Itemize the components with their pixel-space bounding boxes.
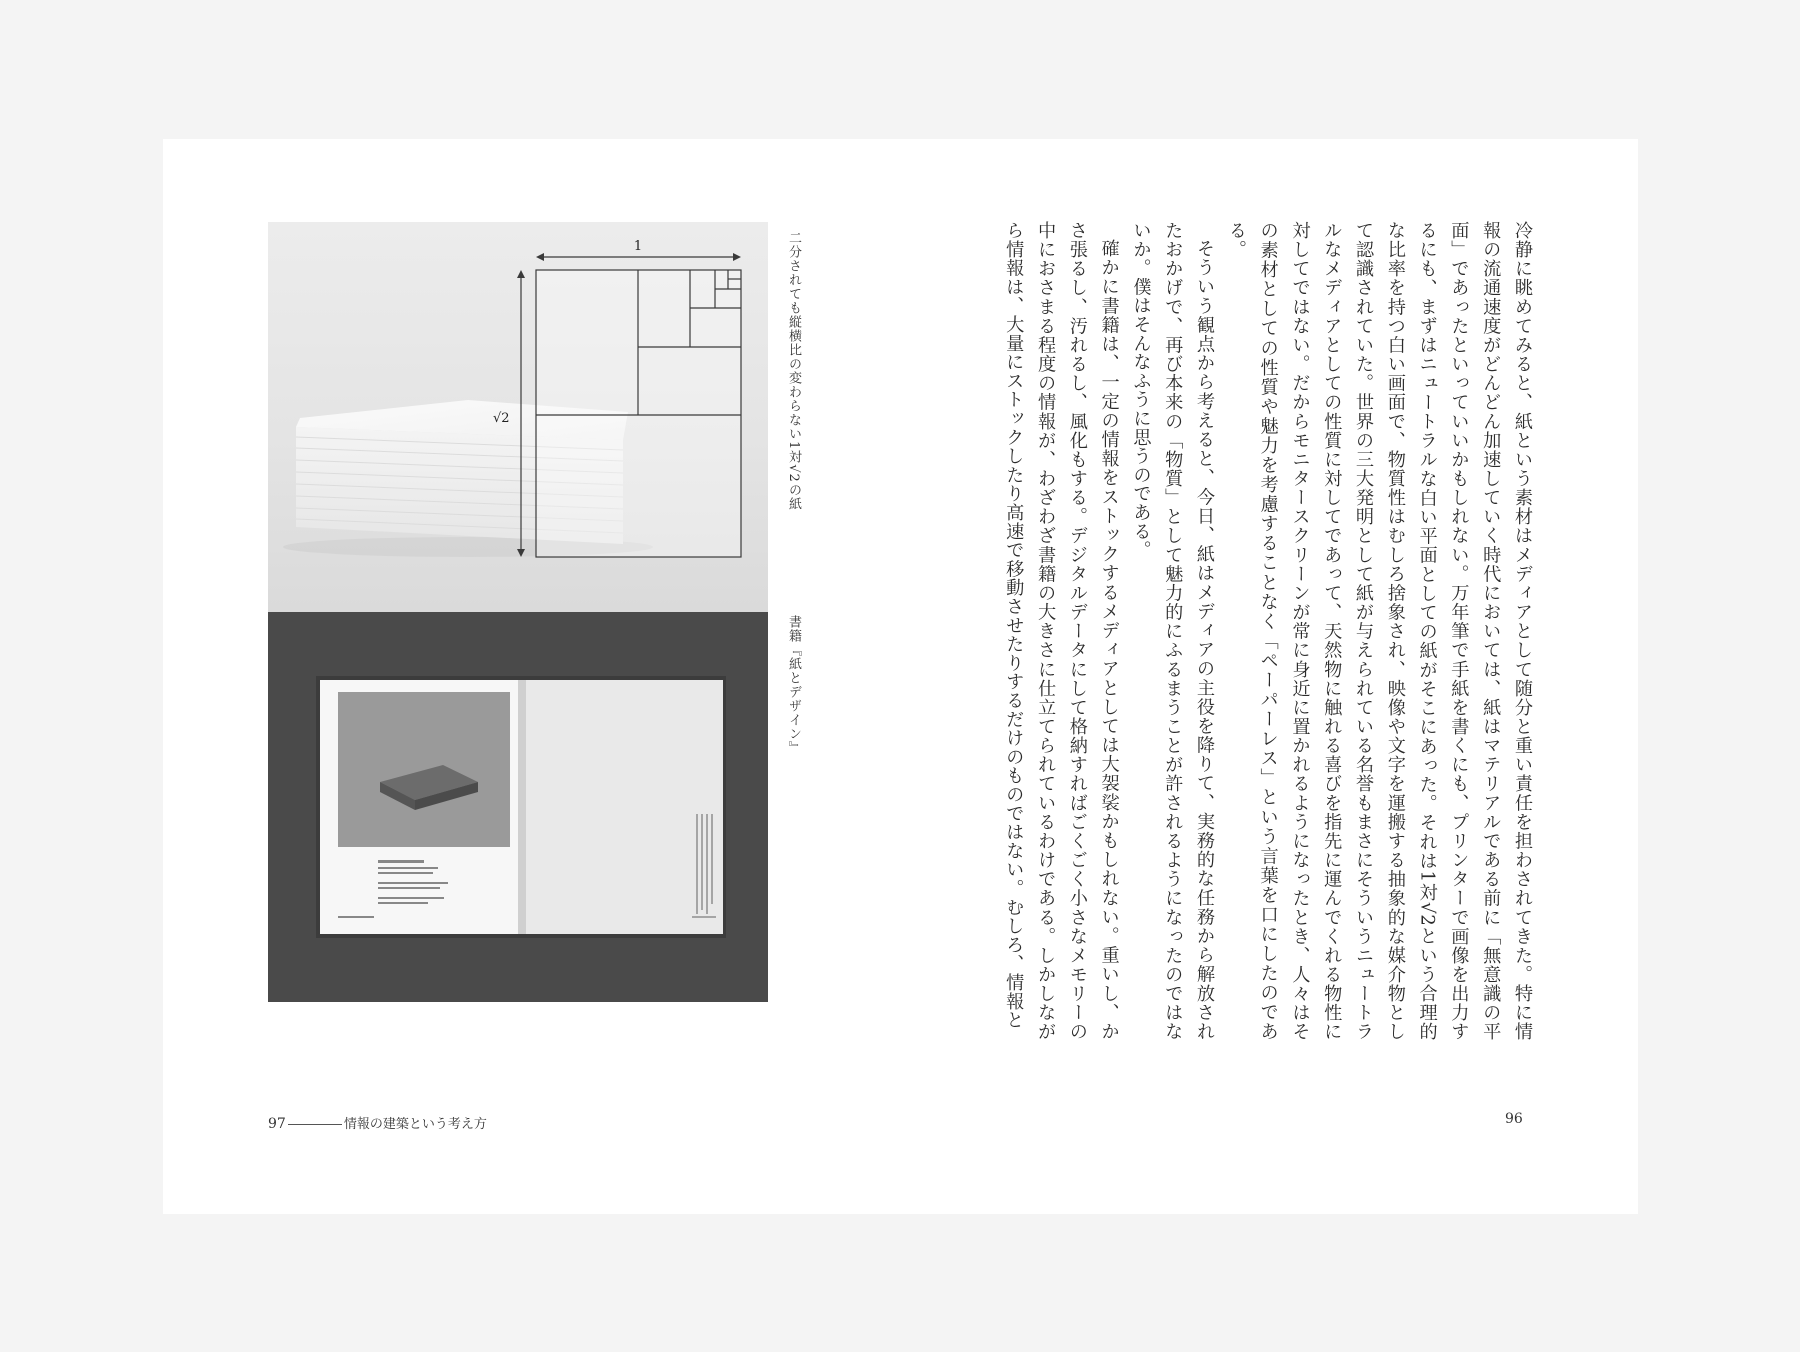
- page-number-left: 97: [268, 1116, 286, 1132]
- folio-left: [268, 1113, 487, 1132]
- running-title: 情報の建築という考え方: [343, 1117, 487, 1132]
- folio-rule: [288, 1124, 342, 1125]
- paper-ratio-illustration: [268, 222, 768, 612]
- book-gutter: [518, 680, 526, 934]
- book-spread: [163, 139, 1638, 1214]
- page-number-right: 96: [1505, 1111, 1523, 1127]
- book-inner-photo: [338, 692, 510, 847]
- figure-caption-book: 書籍『紙とデザイン』: [786, 615, 801, 755]
- book-photo-illustration: [268, 612, 768, 1002]
- figure-caption-paper-ratio: 二分されても縦横比の変わらない1対√2の紙: [786, 231, 801, 511]
- diagram-label-width: 1: [633, 239, 643, 254]
- figure-paper-ratio: [268, 222, 768, 612]
- paragraph: そういう観点から考えると、今日、紙はメディアの主役を降りて、実務的な任務から解放されたおかげで、再び本来の「物質」として魅力的にふるまうことが許されるようになったのではないか。僕はそんなふうに思うのである。: [1130, 221, 1216, 1041]
- paragraph: 確かに書籍は、一定の情報をストックするメディアとしては大袈裟かもしれない。重いし、かさ張るし、汚れるし、風化もする。デジタルデータにして格納すればごくごく小さなメモリーの中におさまる程度の情報が、わざわざ書籍の大きさに仕立てられているわけである。しかしながら情報は、大量にストックしたり高速で移動させたりするだけのものではない。むしろ、情報と: [1003, 221, 1120, 1041]
- paragraph: 冷静に眺めてみると、紙という素材はメディアとして随分と重い責任を担わされてきた。特に情報の流通速度がどんどん加速していく時代においては、紙はマテリアルである前に「無意識の平面」であったといっていいかもしれない。万年筆で手紙を書くにも、プリンターで画像を出力するにも、まずはニュートラルな白い平面としての紙がそこにあった。それは1対√2という合理的な比率を持つ白い画面で、物質性はむしろ捨象され、映像や文字を運搬する抽象的な媒介物として認識されていた。世界の三大発明として紙が与えられている名誉もまさにそういうニュートラルなメディアとしての性質に対してであって、天然物に触れる喜びを指先に運んでくれる物性に対してではない。だからモニタースクリーンが常に身近に置かれるようになったとき、人々はその素材としての性質や魅力を考慮することなく「ペーパーレス」という言葉を口にしたのである。: [1225, 221, 1533, 1041]
- book-right-page: [523, 680, 723, 934]
- ratio-diagram: [536, 270, 741, 557]
- width-arrow: [536, 253, 741, 261]
- figure-book-photo: [268, 612, 768, 1002]
- diagram-label-height: √2: [493, 411, 510, 426]
- body-text: [988, 221, 1538, 1041]
